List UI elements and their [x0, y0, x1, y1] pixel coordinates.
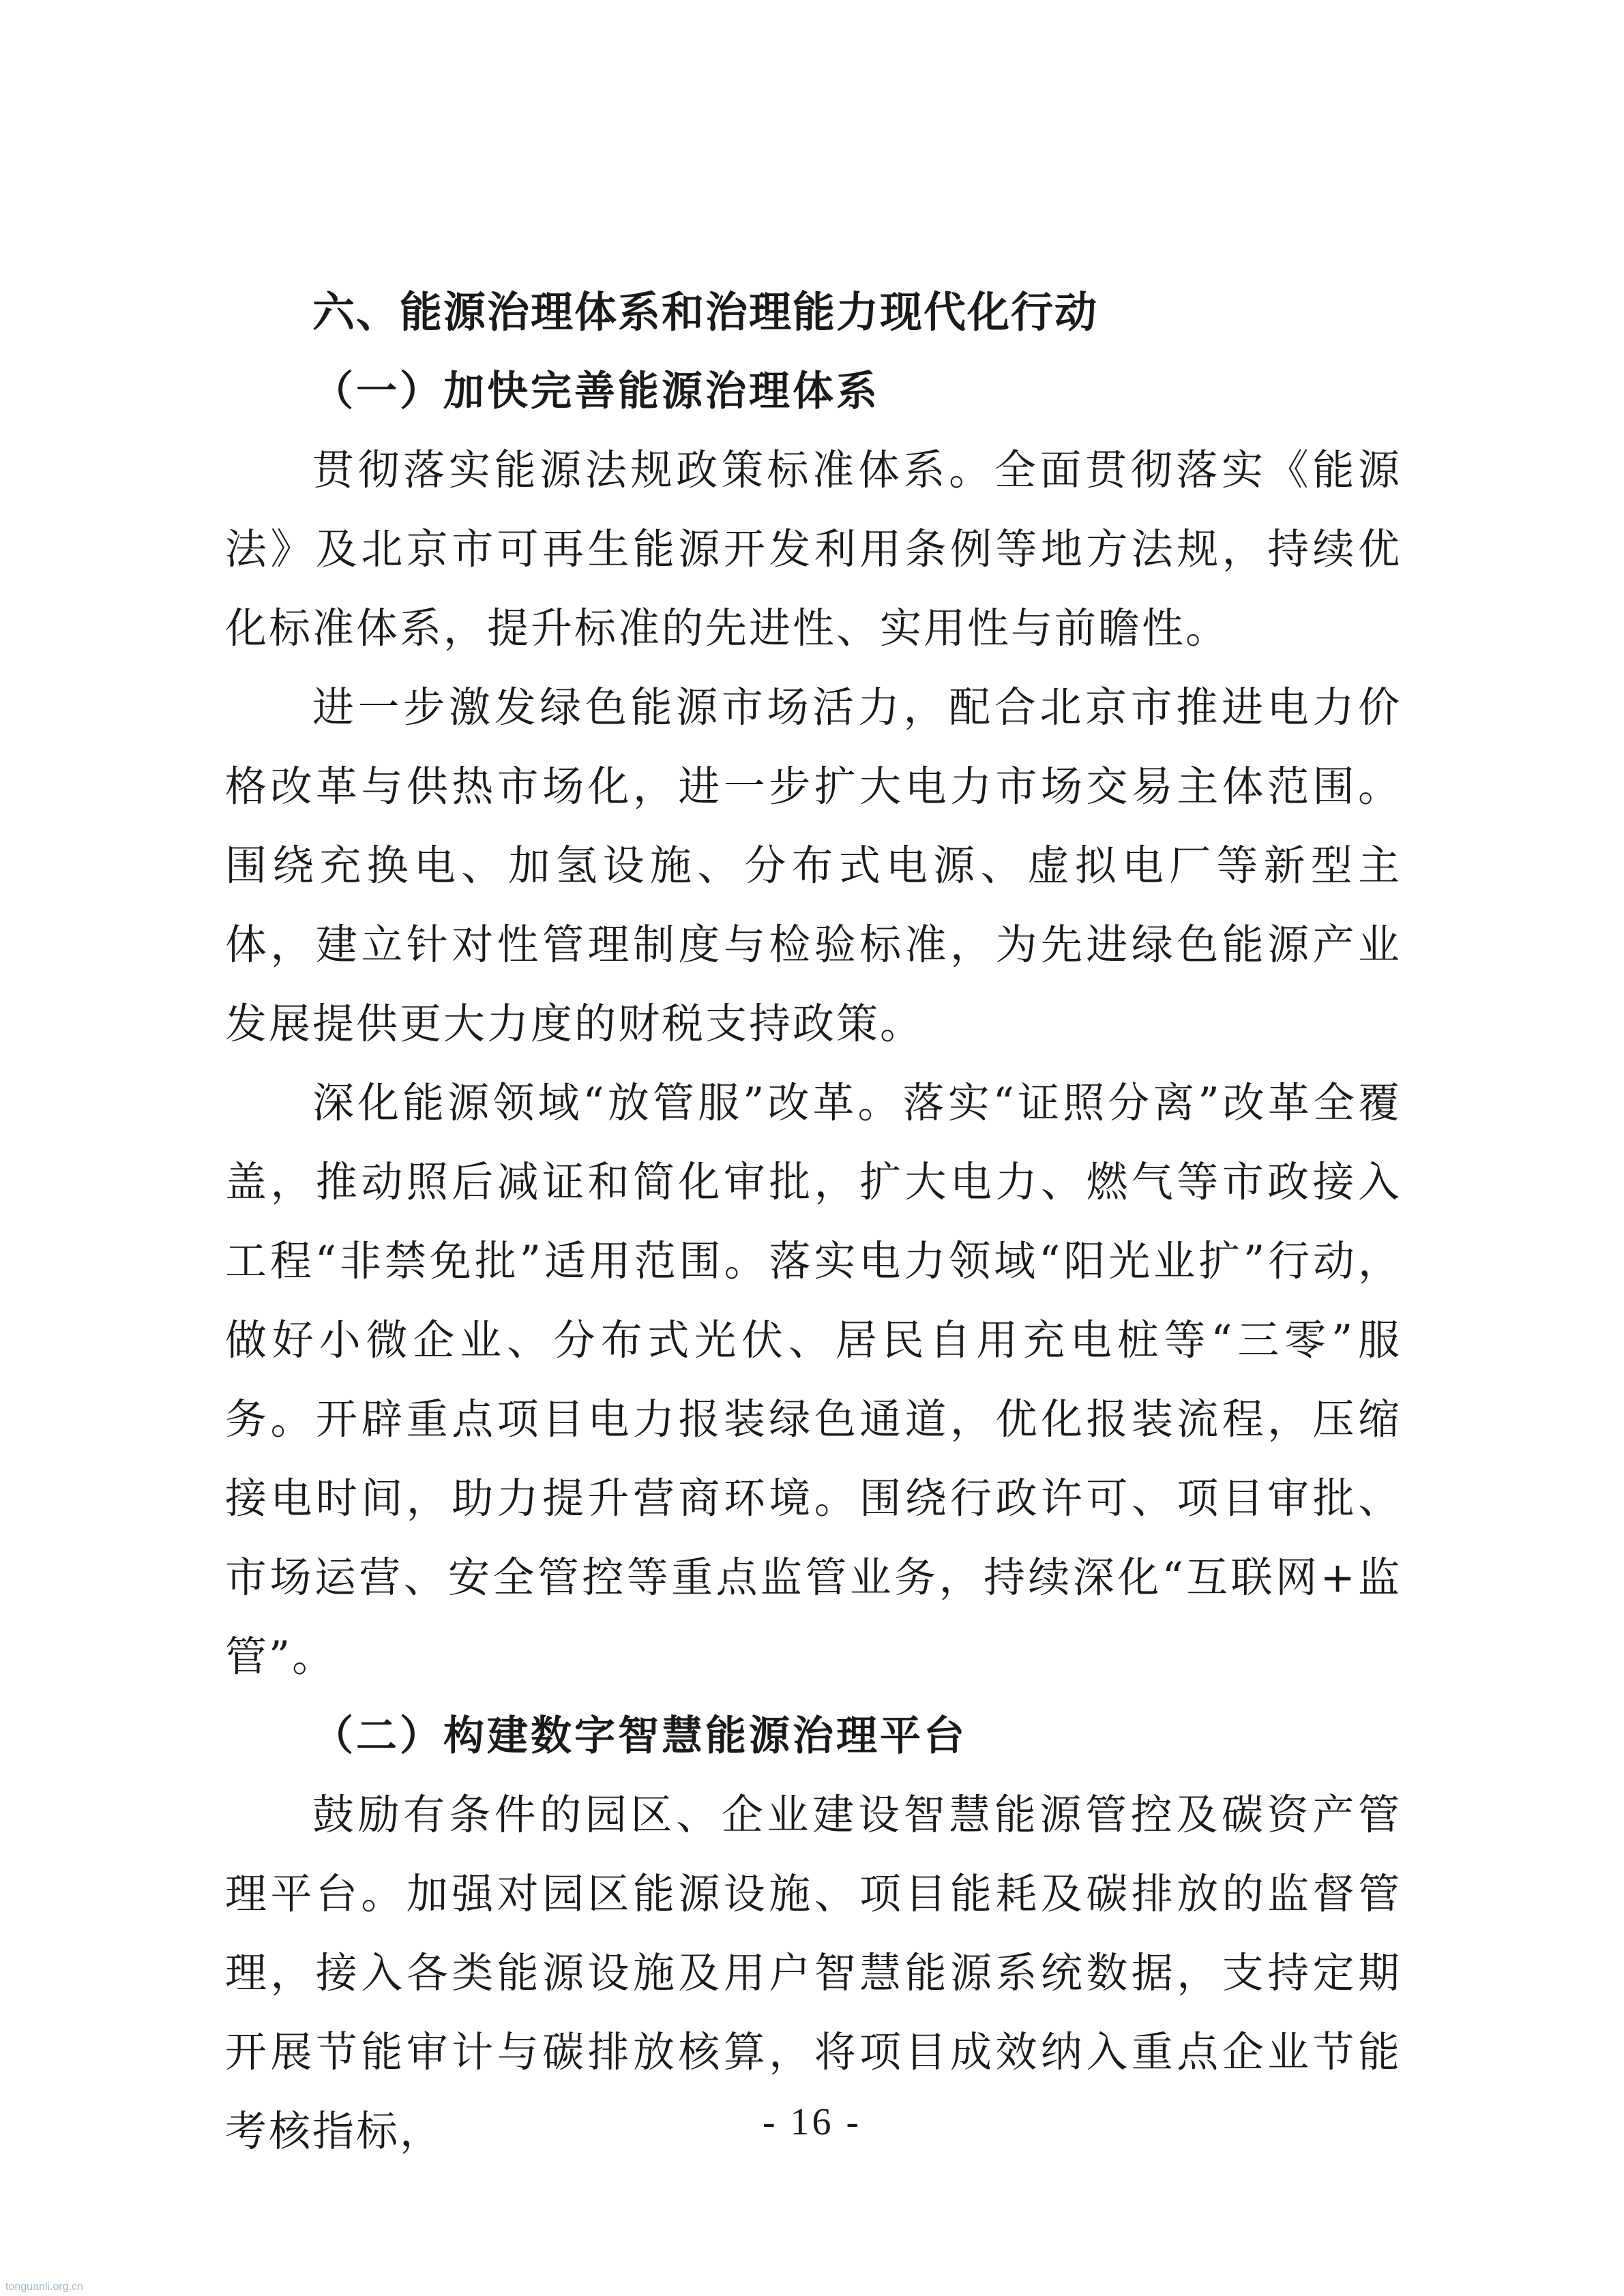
paragraph: 贯彻落实能源法规政策标准体系。全面贯彻落实《能源法》及北京市可再生能源开发利用条例等地方法规，持续优化标准体系，提升标准的先进性、实用性与前瞻性。 — [225, 446, 1402, 653]
paragraph: 深化能源领域“放管服”改革。落实“证照分离”改革全覆盖，推动照后减证和简化审批，扩大电力、燃气等市政接入工程“非禁免批”适用范围。落实电力领域“阳光业扩”行动，做好小微企业、分布式光伏、居民自用充电桩等“三零”服务。开辟重点项目电力报装绿色通道，优化报装流程，压缩接电时间，助力提升营商环境。围绕行政许可、项目审批、市场运营、安全管控等重点监管业务，持续深化“互联网+监管”。 — [225, 1079, 1402, 1681]
watermark: tonguanli.org.cn — [5, 2281, 83, 2293]
subsection-heading-2: （二）构建数字智慧能源治理平台 — [312, 1712, 967, 1760]
section-heading: 六、能源治理体系和治理能力现代化行动 — [312, 287, 1099, 337]
document-page — [225, 273, 1402, 2171]
paragraph: 进一步激发绿色能源市场活力，配合北京市推进电力价格改革与供热市场化，进一步扩大电力市场交易主体范围。围绕充换电、加氢设施、分布式电源、虚拟电厂等新型主体，建立针对性管理制度与检验标准，为先进绿色能源产业发展提供更大力度的财税支持政策。 — [225, 683, 1402, 1048]
paragraph: 鼓励有条件的园区、企业建设智慧能源管控及碳资产管理平台。加强对园区能源设施、项目能耗及碳排放的监督管理，接入各类能源设施及用户智慧能源系统数据，支持定期开展节能审计与碳排放核算，将项目成效纳入重点企业节能考核指标， — [225, 1791, 1402, 2156]
page-number: - 16 - — [762, 2101, 862, 2143]
subsection-heading-1: （一）加快完善能源治理体系 — [312, 368, 880, 415]
